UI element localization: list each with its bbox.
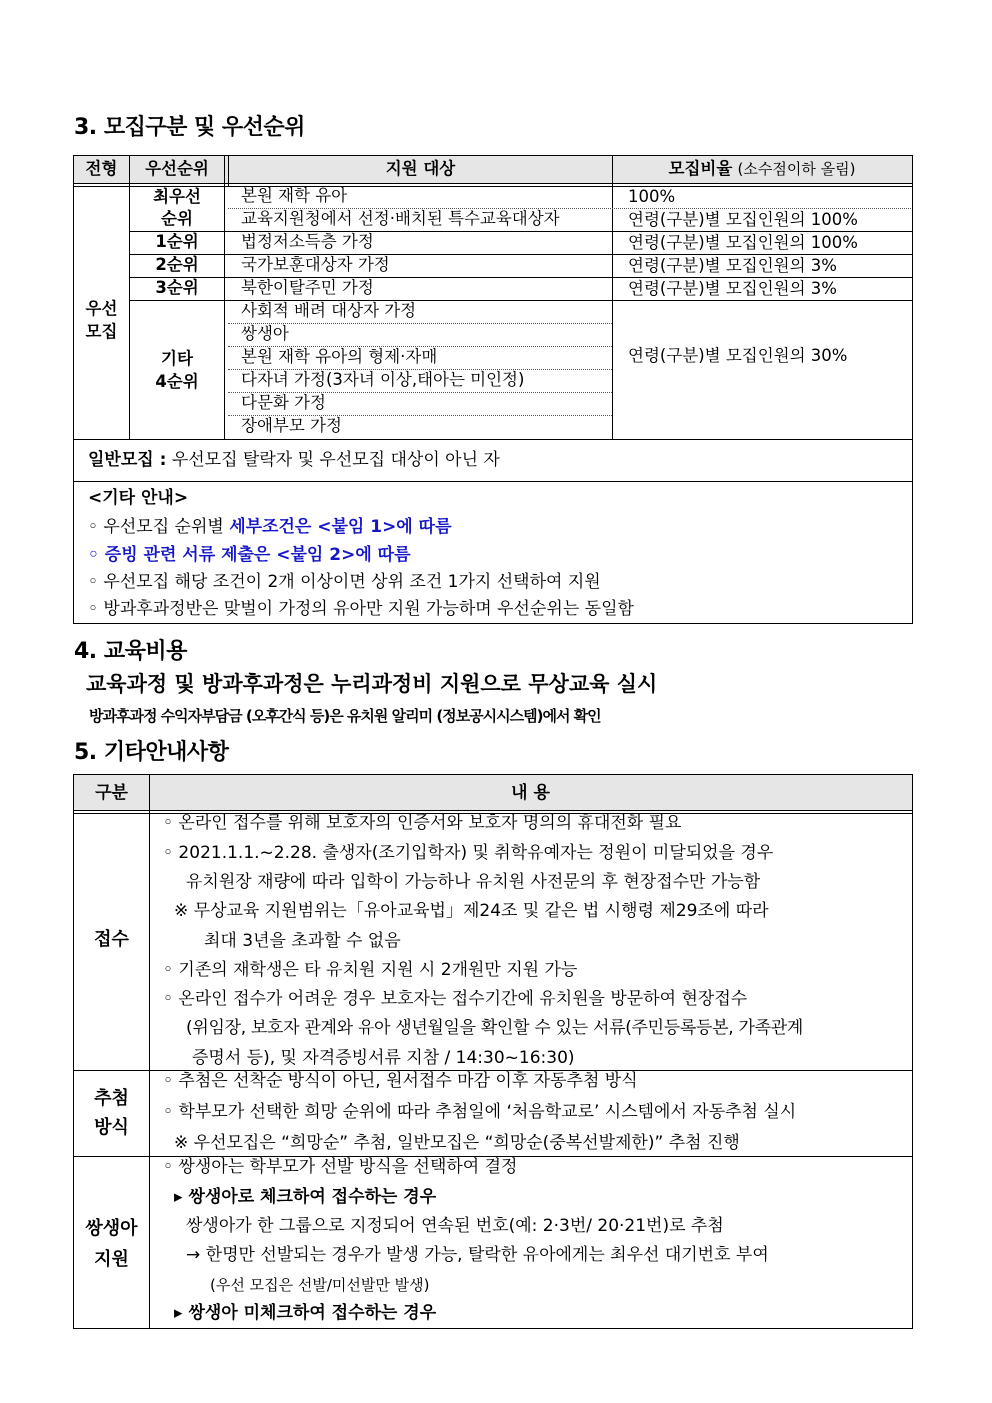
target-cell: 쌍생아	[241, 324, 289, 343]
section5-title: 5. 기타안내사항	[74, 740, 229, 765]
priority-3-label: 3순위	[155, 278, 199, 297]
header-ratio: 모집비율 (소수점이하 올림)	[668, 159, 856, 178]
reception-line: (위임장, 보호자 관계와 유아 생년월일을 확인할 수 있는 서류(주민등록등본, 가족관계	[186, 1018, 803, 1038]
header-content: 내 용	[511, 783, 550, 803]
header-priority: 우선순위	[145, 159, 209, 178]
general-recruitment: 일반모집 : 우선모집 탈락자 및 우선모집 대상이 아닌 자	[88, 450, 500, 470]
lottery-label: 추첨 방식	[94, 1088, 129, 1138]
reception-line: ※ 무상교육 지원범위는「유아교육법」제24조 및 같은 법 시행령 제29조에 따라	[174, 901, 769, 921]
target-cell: 다자녀 가정(3자녀 이상,태아는 미인정)	[241, 370, 525, 389]
twins-line: ◦ 쌍생아는 학부모가 선발 방식을 선택하여 결정	[163, 1157, 518, 1177]
reception-line: ◦ 2021.1.1.~2.28. 출생자(조기입학자) 및 취학유예자는 정원이 미달되었을 경우	[163, 843, 774, 863]
target-cell: 본원 재학 유아	[241, 186, 348, 205]
ratio-cell: 연령(구분)별 모집인원의 30%	[628, 346, 848, 365]
section3-title: 3. 모집구분 및 우선순위	[74, 115, 305, 140]
target-cell: 다문화 가정	[241, 393, 326, 412]
reception-line: ◦ 기존의 재학생은 타 유치원 지원 시 2개원만 지원 가능	[163, 960, 578, 980]
priority-group-label: 우선 모집	[85, 299, 118, 341]
header-category: 구분	[95, 783, 128, 803]
note-item: ◦ 방과후과정반은 맞벌이 가정의 유아만 지원 가능하며 우선순위는 동일함	[88, 599, 634, 619]
target-cell: 교육지원청에서 선정·배치된 특수교육대상자	[241, 209, 560, 228]
ratio-cell: 연령(구분)별 모집인원의 3%	[628, 279, 837, 298]
ratio-cell: 100%	[628, 187, 676, 206]
target-cell: 본원 재학 유아의 형제·자매	[241, 347, 438, 366]
header-target: 지원 대상	[385, 159, 456, 178]
twins-line: 쌍생아가 한 그룹으로 지정되어 연속된 번호(예: 2·3번/ 20·21번)로 추첨	[186, 1216, 724, 1236]
reception-label: 접수	[94, 929, 129, 950]
target-cell: 북한이탈주민 가정	[241, 278, 374, 297]
cost-detail: 방과후과정 수익자부담금 (오후간식 등)은 유치원 알리미 (정보공시시스템)에서 확인	[89, 707, 601, 725]
notes-title: <기타 안내>	[88, 488, 189, 508]
section4-title: 4. 교육비용	[74, 639, 187, 664]
priority-1-label: 1순위	[155, 232, 199, 251]
reception-line: 최대 3년을 초과할 수 없음	[204, 931, 401, 951]
lottery-line: ◦ 학부모가 선택한 희망 순위에 따라 추첨일에 ‘처음학교로’ 시스템에서 자동추첨 실시	[163, 1102, 797, 1122]
twins-line: ▸ 쌍생아 미체크하여 접수하는 경우	[174, 1303, 437, 1323]
priority-2-label: 2순위	[155, 255, 199, 274]
target-cell: 장애부모 가정	[241, 416, 342, 435]
twins-label: 쌍생아 지원	[85, 1218, 138, 1270]
cost-statement: 교육과정 및 방과후과정은 누리과정비 지원으로 무상교육 실시	[86, 672, 658, 696]
reception-line: 증명서 등), 및 자격증빙서류 지참 / 14:30~16:30)	[192, 1048, 575, 1068]
lottery-line: ※ 우선모집은 “희망순” 추첨, 일반모집은 “희망순(중복선발제한)” 추첨 진행	[174, 1133, 740, 1153]
target-cell: 법정저소득층 가정	[241, 232, 374, 251]
ratio-cell: 연령(구분)별 모집인원의 100%	[628, 233, 858, 252]
header-type: 전형	[85, 159, 118, 178]
twins-line: (우선 모집은 선발/미선발만 발생)	[210, 1276, 430, 1294]
reception-line: 유치원장 재량에 따라 입학이 가능하나 유치원 사전문의 후 현장접수만 가능함	[186, 872, 761, 892]
twins-line: → 한명만 선발되는 경우가 발생 가능, 탈락한 유아에게는 최우선 대기번호 부여	[186, 1245, 769, 1265]
target-cell: 사회적 배려 대상자 가정	[241, 301, 417, 320]
note-item: ◦ 우선모집 해당 조건이 2개 이상이면 상위 조건 1가지 선택하여 지원	[88, 572, 601, 592]
ratio-cell: 연령(구분)별 모집인원의 100%	[628, 210, 858, 229]
reception-line: ◦ 온라인 접수가 어려운 경우 보호자는 접수기간에 유치원을 방문하여 현장접수	[163, 989, 748, 1009]
note-item: ◦ 우선모집 순위별 세부조건은 <붙임 1>에 따름	[88, 517, 452, 537]
ratio-cell: 연령(구분)별 모집인원의 3%	[628, 256, 837, 275]
lottery-line: ◦ 추첨은 선착순 방식이 아닌, 원서접수 마감 이후 자동추첨 방식	[163, 1071, 638, 1091]
twins-line: ▸ 쌍생아로 체크하여 접수하는 경우	[174, 1187, 437, 1207]
priority-top-label: 최우선 순위	[153, 187, 201, 228]
priority-4-label: 기타 4순위	[155, 349, 199, 391]
note-item: ◦ 증빙 관련 서류 제출은 <붙임 2>에 따름	[88, 545, 411, 565]
reception-line: ◦ 온라인 접수를 위해 보호자의 인증서와 보호자 명의의 휴대전화 필요	[163, 813, 682, 833]
target-cell: 국가보훈대상자 가정	[241, 255, 390, 274]
